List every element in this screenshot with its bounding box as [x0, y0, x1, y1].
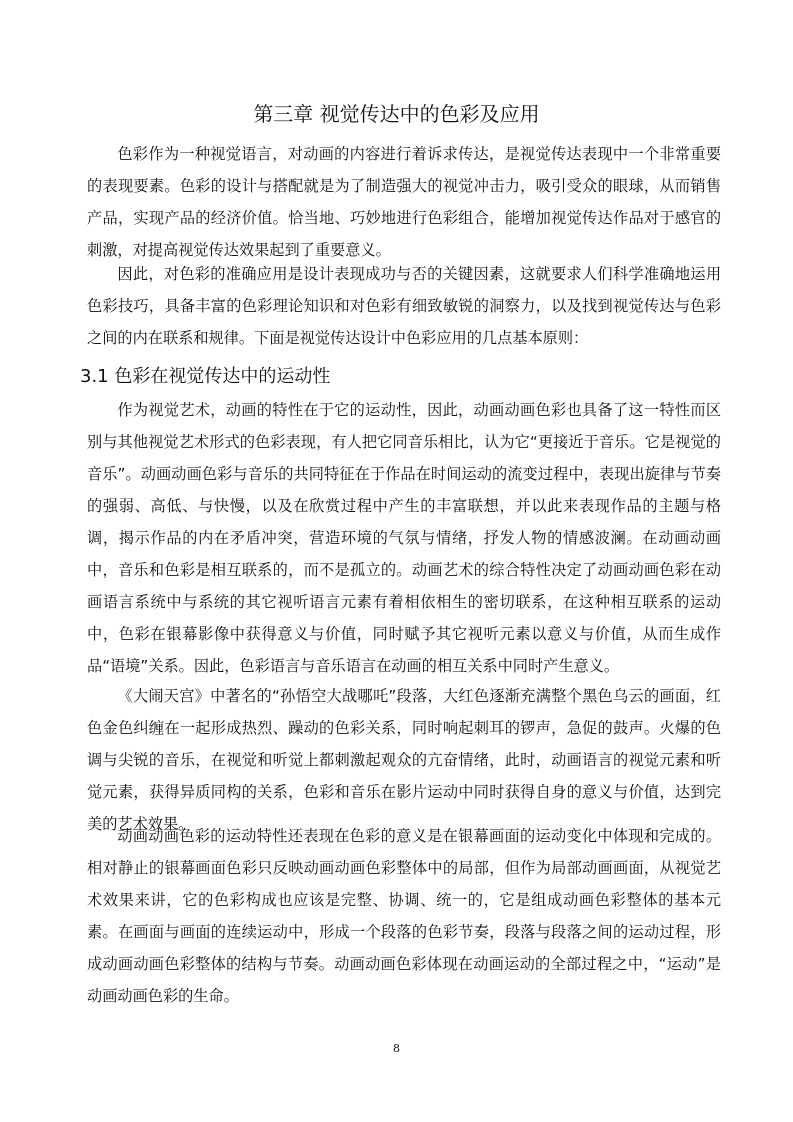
body-paragraph: 《大闹天宫》中著名的“孙悟空大战哪吒”段落，大红色逐渐充满整个黑色乌云的画面，红色金色纠缠在一起形成热烈、躁动的色彩关系，同时响起刺耳的锣声，急促的鼓声。火爆的色调与尖锐的音乐，在视觉和听觉上都刺激起观众的亢奋情绪，此时，动画语言的视觉元素和听觉元素，获得异质同构的关系，色彩和音乐在影片运动中同时获得自身的意义与价值，达到完美的艺术效果。 [87, 687, 721, 833]
page-number: 8 [393, 1042, 400, 1055]
body-paragraph: 动画动画色彩的运动特性还表现在色彩的意义是在银幕画面的运动变化中体现和完成的。相对静止的银幕画面色彩只反映动画动画色彩整体中的局部，但作为局部动画画面，从视觉艺术效果来讲，它的色彩构成也应该是完整、协调、统一的，它是组成动画色彩整体的基本元素。在画面与画面的连续运动中，形成一个段落的色彩节奏，段落与段落之间的运动过程，形成动画动画色彩整体的结构与节奏。动画动画色彩体现在动画运动的全部过程之中，“运动”是动画动画色彩的生命。 [87, 827, 721, 1005]
body-paragraph: 作为视觉艺术，动画的特性在于它的运动性，因此，动画动画色彩也具备了这一特性而区别与其他视觉艺术形式的色彩表现，有人把它同音乐相比，认为它“更接近于音乐。它是视觉的音乐”。动画动画色彩与音乐的共同特征在于作品在时间运动的流变过程中，表现出旋律与节奏的强弱、高低、与快慢，以及在欣赏过程中产生的丰富联想，并以此来表现作品的主题与格调，揭示作品的内在矛盾冲突，营造环境的气氛与情绪，抒发人物的情感波澜。在动画动画中，音乐和色彩是相互联系的，而不是孤立的。动画艺术的综合特性决定了动画动画色彩在动画语言系统中与系统的其它视听语言元素有着相依相生的密切联系，在这种相互联系的运动中，色彩在银幕影像中获得意义与价值，同时赋予其它视听元素以意义与价值，从而生成作品“语境”关系。因此，色彩语言与音乐语言在动画的相互关系中同时产生意义。 [87, 401, 721, 675]
section-heading: 3.1 色彩在视觉传达中的运动性 [80, 366, 331, 387]
chapter-title: 第三章 视觉传达中的色彩及应用 [253, 102, 540, 126]
body-paragraph: 因此，对色彩的准确应用是设计表现成功与否的关键因素，这就要求人们科学准确地运用色彩技巧，具备丰富的色彩理论知识和对色彩有细致敏锐的洞察力，以及找到视觉传达与色彩之间的内在联系和规律。下面是视觉传达设计中色彩应用的几点基本原则： [87, 265, 721, 347]
body-paragraph: 色彩作为一种视觉语言，对动画的内容进行着诉求传达，是视觉传达表现中一个非常重要的表现要素。色彩的设计与搭配就是为了制造强大的视觉冲击力，吸引受众的眼球，从而销售产品，实现产品的经济价值。恰当地、巧妙地进行色彩组合，能增加视觉传达作品对于感官的刺激，对提高视觉传达效果起到了重要意义。 [87, 145, 721, 259]
